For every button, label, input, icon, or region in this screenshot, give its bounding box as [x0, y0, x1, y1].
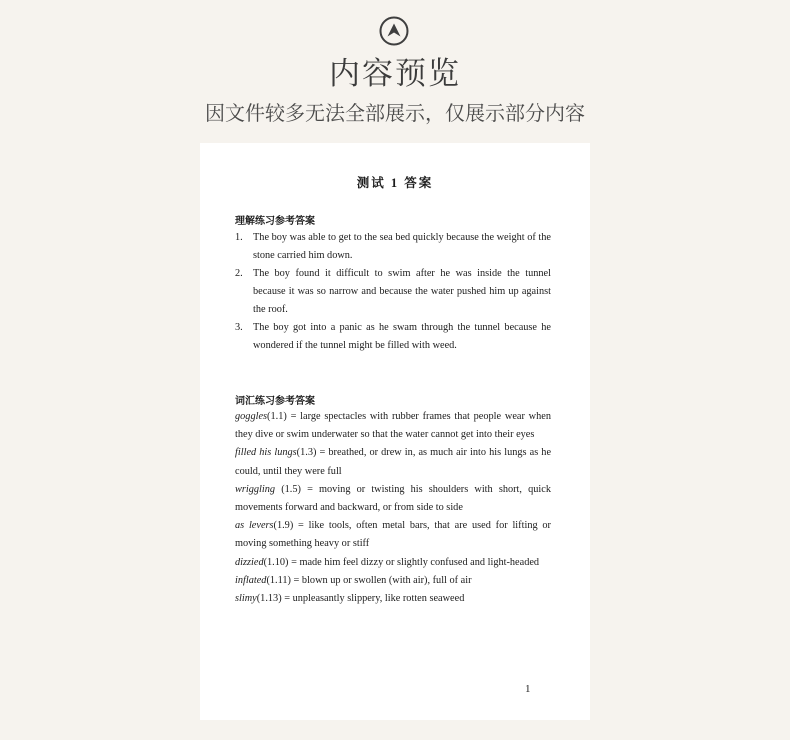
vocabulary-definition: = large spectacles with rubber frames that people wear when they dive or swim underwater so that the water cannot get into their eyes — [235, 411, 551, 441]
answer-number: 1. — [235, 232, 243, 243]
vocabulary-definition: = breathed, or drew in, as much air into his lungs as he could, until they were full — [235, 447, 552, 477]
answer-item — [235, 265, 551, 320]
vocabulary-term: slimy — [235, 593, 257, 605]
vocabulary-entry — [235, 517, 551, 553]
vocabulary-definition: = moving or twisting his shoulders with short, quick movements forward and backward, or from side to side — [235, 483, 551, 514]
line-reference: (1.1) — [267, 411, 287, 422]
line-reference: (1.9) — [273, 520, 294, 532]
vocabulary-definition: = unpleasantly slippery, like rotten seaweed — [281, 593, 465, 605]
vocabulary-definition: = made him feel dizzy or slightly confused and light-headed — [288, 556, 540, 568]
page-number: 1 — [525, 683, 531, 695]
vocabulary-definition: = like tools, often metal bars, that are used for lifting or moving something heavy or stiff — [235, 520, 551, 550]
line-reference: (1.10) — [263, 556, 289, 568]
vocabulary-entry — [235, 572, 551, 590]
answer-number: 2. — [235, 268, 243, 279]
circled-up-arrow-icon — [379, 16, 409, 46]
line-reference: (1.3) — [296, 447, 317, 459]
answer-item — [235, 229, 551, 265]
line-reference: (1.5) — [275, 483, 301, 495]
vocabulary-definition: = blown up or swollen (with air), full of air — [290, 574, 472, 586]
answer-text: The boy found it difficult to swim after he was inside the tunnel because it was so narrow and because the water pushed him up against the roof. — [253, 268, 551, 316]
line-reference: (1.11) — [266, 574, 291, 586]
line-reference: (1.13) — [256, 593, 282, 605]
vocabulary-list — [235, 408, 551, 608]
vocabulary-term: filled his lungs — [235, 447, 297, 459]
document-title: 测试 1 答案 — [356, 176, 434, 190]
vocabulary-heading: 词汇练习参考答案 — [235, 396, 315, 407]
vocabulary-entry — [235, 481, 551, 517]
vocabulary-entry — [235, 408, 551, 444]
vocabulary-term: dizzied — [235, 556, 264, 568]
vocabulary-entry — [235, 554, 551, 572]
answer-number: 3. — [235, 322, 243, 333]
vocabulary-term: wriggling — [235, 483, 276, 495]
page-title: 内容预览 — [329, 56, 461, 92]
vocabulary-entry — [235, 444, 551, 480]
answer-item — [235, 319, 551, 355]
vocabulary-term: as levers — [235, 520, 274, 532]
document-preview — [200, 143, 590, 720]
answer-text: The boy was able to get to the sea bed quickly because the weight of the stone carried him down. — [253, 232, 551, 262]
page-subtitle: 因文件较多无法全部展示，仅展示部分内容 — [205, 101, 585, 125]
vocabulary-term: inflated — [235, 574, 267, 586]
vocabulary-entry — [235, 590, 551, 608]
vocabulary-term: goggles — [235, 411, 268, 422]
answer-text: The boy got into a panic as he swam through the tunnel because he wondered if the tunnel might be filled with weed. — [253, 322, 551, 352]
comprehension-heading: 理解练习参考答案 — [235, 216, 315, 227]
